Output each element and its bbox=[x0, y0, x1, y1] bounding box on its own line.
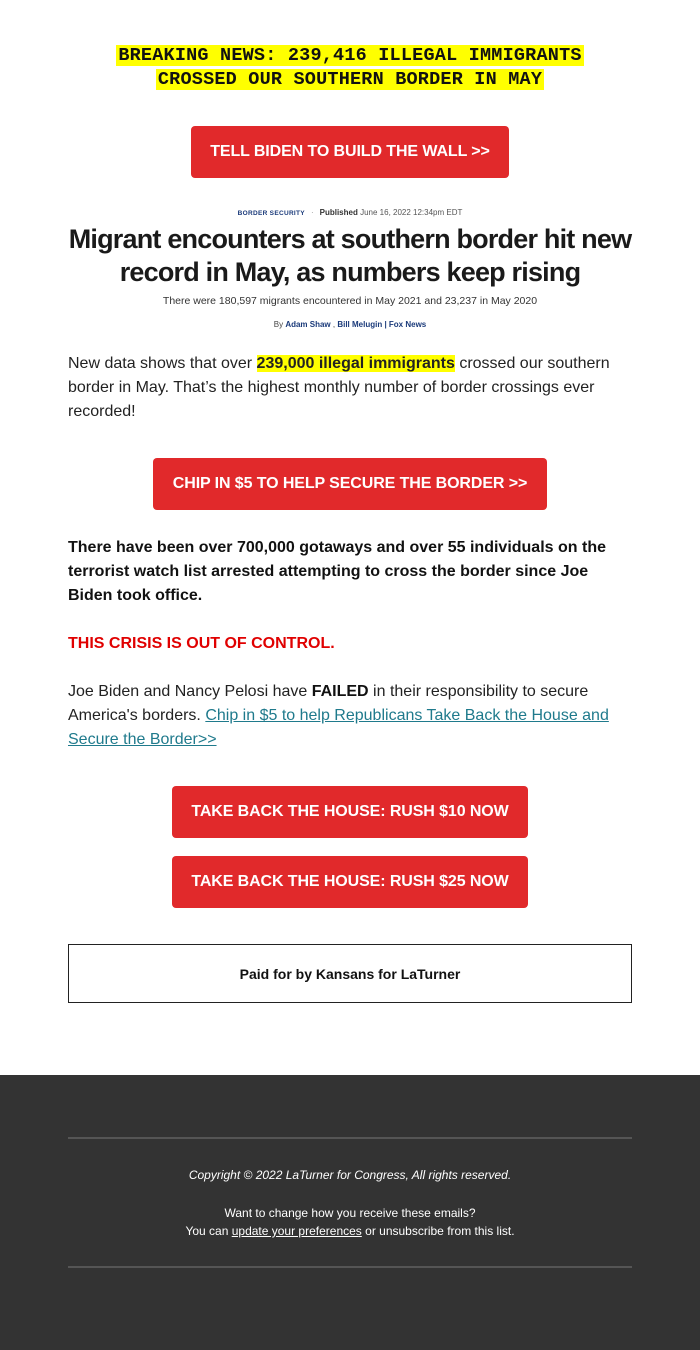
breaking-line-1: BREAKING NEWS: 239,416 ILLEGAL IMMIGRANTS bbox=[118, 45, 582, 66]
failed-text-end: in their responsibility to secure America's borders. bbox=[68, 683, 589, 724]
breaking-news-headline bbox=[0, 44, 700, 92]
change-emails-text: Want to change how you receive these emails? bbox=[224, 1206, 476, 1220]
failed-emphasis: FAILED bbox=[311, 683, 369, 700]
intro-text-start: New data shows that over bbox=[68, 355, 257, 372]
footer-divider-bottom bbox=[68, 1266, 632, 1268]
article-meta bbox=[0, 208, 700, 217]
meta-separator: · bbox=[310, 208, 314, 217]
article-title: Migrant encounters at southern border hit new record in May, as numbers keep rising bbox=[68, 224, 632, 287]
chip-in-link[interactable]: Chip in $5 to help Republicans Take Back the House and Secure the Border>> bbox=[68, 707, 609, 748]
author-adam-shaw[interactable]: Adam Shaw bbox=[285, 320, 331, 329]
breaking-line-2: CROSSED OUR SOUTHERN BORDER IN MAY bbox=[157, 69, 543, 90]
article-byline: By Adam Shaw , Bill Melugin | Fox News bbox=[273, 320, 427, 329]
byline-label: By bbox=[273, 320, 284, 329]
paid-for-disclaimer: Paid for by Kansans for LaTurner bbox=[68, 944, 632, 1003]
rush-25-button[interactable]: TAKE BACK THE HOUSE: RUSH $25 NOW bbox=[172, 856, 528, 908]
published-label: Published bbox=[319, 208, 358, 217]
article-category[interactable]: BORDER SECURITY bbox=[237, 210, 305, 217]
outlet-fox-news[interactable]: Fox News bbox=[388, 320, 427, 329]
gotaways-paragraph: There have been over 700,000 gotaways and over 55 individuals on the terrorist watch list arrested attempting to cross the border since Joe Biden took office. bbox=[68, 539, 606, 604]
footer-preferences bbox=[0, 1204, 700, 1240]
author-bill-melugin[interactable]: Bill Melugin bbox=[337, 320, 383, 329]
footer-divider-top bbox=[68, 1137, 632, 1139]
intro-paragraph bbox=[68, 352, 634, 424]
unsubscribe-text: or unsubscribe from this list. bbox=[361, 1224, 515, 1238]
chip-in-5-button[interactable]: CHIP IN $5 TO HELP SECURE THE BORDER >> bbox=[153, 458, 547, 510]
update-preferences-link[interactable]: update your preferences bbox=[231, 1224, 362, 1238]
intro-highlight: 239,000 illegal immigrants bbox=[256, 355, 455, 372]
article-subtitle: There were 180,597 migrants encountered in May 2021 and 23,237 in May 2020 bbox=[162, 295, 538, 307]
footer-copyright: Copyright © 2022 LaTurner for Congress, All rights reserved. bbox=[188, 1168, 512, 1182]
published-date: June 16, 2022 12:34pm EDT bbox=[360, 208, 463, 217]
crisis-alert-text: THIS CRISIS IS OUT OF CONTROL. bbox=[68, 635, 335, 652]
failed-text-start: Joe Biden and Nancy Pelosi have bbox=[68, 683, 312, 700]
failed-paragraph bbox=[68, 680, 634, 752]
rush-10-button[interactable]: TAKE BACK THE HOUSE: RUSH $10 NOW bbox=[172, 786, 528, 838]
you-can-text: You can bbox=[185, 1224, 232, 1238]
build-the-wall-button[interactable]: TELL BIDEN TO BUILD THE WALL >> bbox=[191, 126, 509, 178]
email-footer bbox=[0, 1075, 700, 1350]
intro-text-end: crossed our southern border in May. That’s the highest monthly number of border crossings ever recorded! bbox=[68, 355, 610, 420]
